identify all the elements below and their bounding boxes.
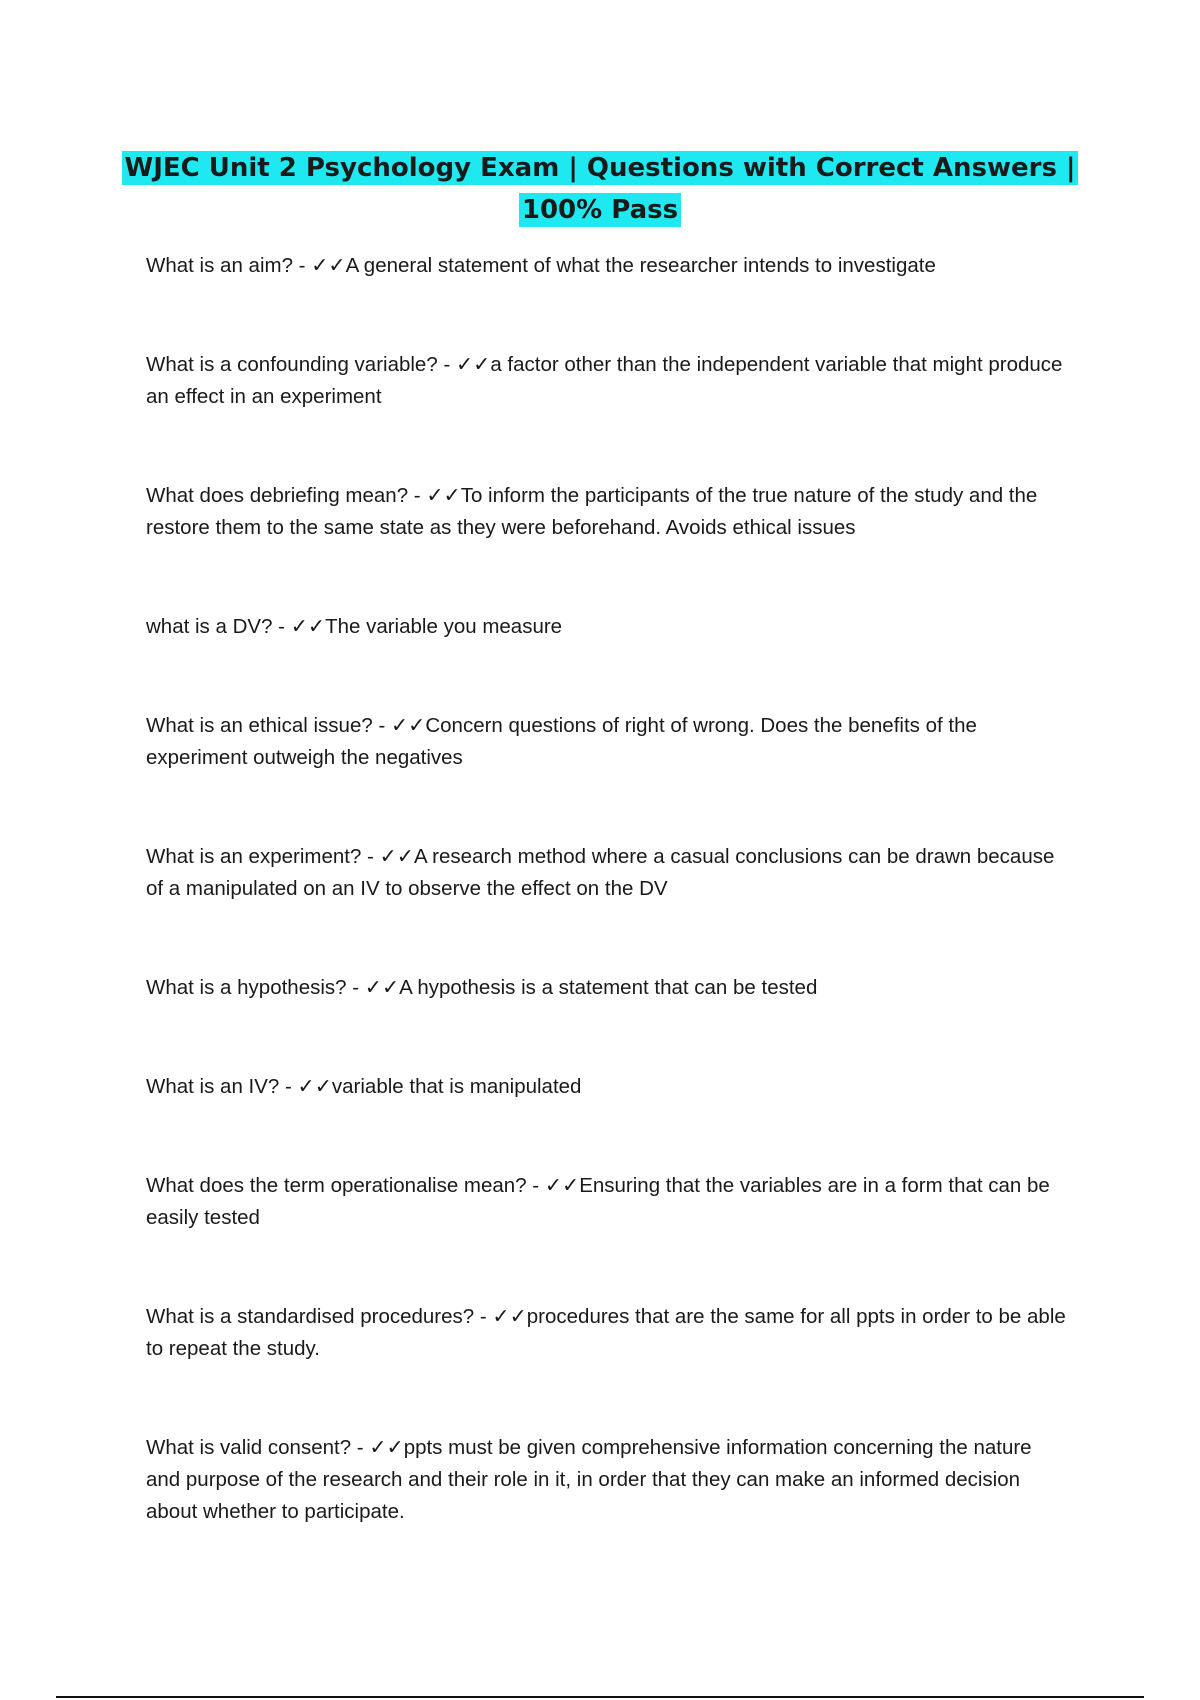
question-text: What does the term operationalise mean? [146,1174,527,1197]
check-marker: ✓✓ [455,353,491,376]
check-marker: ✓✓ [297,1075,332,1098]
answer-text: A hypothesis is a statement that can be tested [399,976,818,999]
qa-item-debriefing: What does debriefing mean? - ✓✓To inform the participants of the true nature of the study and the restore them to the same state as they were beforehand. Avoids ethical issues [146,484,1038,539]
question-text: What is a confounding variable? [146,353,438,376]
answer-text: The variable you measure [325,615,563,638]
title-line-1: WJEC Unit 2 Psychology Exam | Questions with Correct Answers | [122,151,1079,185]
qa-item-standardised-procedures: What is a standardised procedures? - ✓✓procedures that are the same for all ppts in order to be able to repeat the study. [146,1305,1066,1360]
question-text: What is a hypothesis? [146,976,347,999]
question-text: What is an experiment? [146,845,362,868]
qa-item-iv: What is an IV? - ✓✓variable that is manipulated [146,1075,582,1098]
question-text: What is an aim? [146,254,293,277]
qa-item-valid-consent: What is valid consent? - ✓✓ppts must be given comprehensive information concerning the nature and purpose of the research and their role in it, in order that they can make an informed decision about whether to participate. [146,1436,1032,1523]
qa-item-aim: What is an aim? - ✓✓A general statement of what the researcher intends to investigate [146,254,936,277]
answer-text: procedures that are the same for all ppts in order to be able to repeat the study. [146,1305,1066,1360]
question-text: What does debriefing mean? [146,484,409,507]
question-text: What is an ethical issue? [146,714,373,737]
check-marker: ✓✓ [290,615,326,638]
answer-text: Concern questions of right of wrong. Does the benefits of the experiment outweigh the negatives [146,714,977,769]
qa-item-experiment: What is an experiment? - ✓✓A research method where a casual conclusions can be drawn because of a manipulated on an IV to observe the effect on the DV [146,845,1055,900]
question-text: What is a standardised procedures? [146,1305,475,1328]
qa-item-confounding-variable: What is a confounding variable? - ✓✓a factor other than the independent variable that might produce an effect in an experiment [146,353,1063,408]
check-marker: ✓✓ [492,1305,527,1328]
answer-text: Ensuring that the variables are in a form that can be easily tested [146,1174,1050,1229]
answer-text: variable that is manipulated [331,1075,582,1098]
question-text: What is an IV? [146,1075,280,1098]
check-marker: ✓✓ [311,254,346,277]
question-text: what is a DV? [146,615,273,638]
qa-item-hypothesis: What is a hypothesis? - ✓✓A hypothesis is a statement that can be tested [146,976,818,999]
check-marker: ✓✓ [369,1436,404,1459]
footer-rule [56,1696,1144,1698]
title-line-2: 100% Pass [519,193,681,227]
check-marker: ✓✓ [379,845,414,868]
qa-item-operationalise: What does the term operationalise mean? - ✓✓Ensuring that the variables are in a form that can be easily tested [146,1174,1050,1229]
answer-text: a factor other than the independent variable that might produce an effect in an experiment [146,353,1063,408]
answer-text: A general statement of what the researcher intends to investigate [345,254,936,277]
check-marker: ✓✓ [426,484,461,507]
question-text: What is valid consent? [146,1436,352,1459]
qa-item-ethical-issue: What is an ethical issue? - ✓✓Concern questions of right of wrong. Does the benefits of the experiment outweigh the negatives [146,714,977,769]
answer-text: To inform the participants of the true nature of the study and the restore them to the same state as they were beforehand. Avoids ethical issues [146,484,1038,539]
answer-text: A research method where a casual conclusions can be drawn because of a manipulated on an IV to observe the effect on the DV [146,845,1055,900]
check-marker: ✓✓ [364,976,400,999]
answer-text: ppts must be given comprehensive information concerning the nature and purpose of the research and their role in it, in order that they can make an informed decision about whether to participate. [146,1436,1032,1523]
qa-item-dv: what is a DV? - ✓✓The variable you measure [146,615,563,638]
check-marker: ✓✓ [390,714,426,737]
document-title [100,147,1100,231]
check-marker: ✓✓ [544,1174,580,1197]
